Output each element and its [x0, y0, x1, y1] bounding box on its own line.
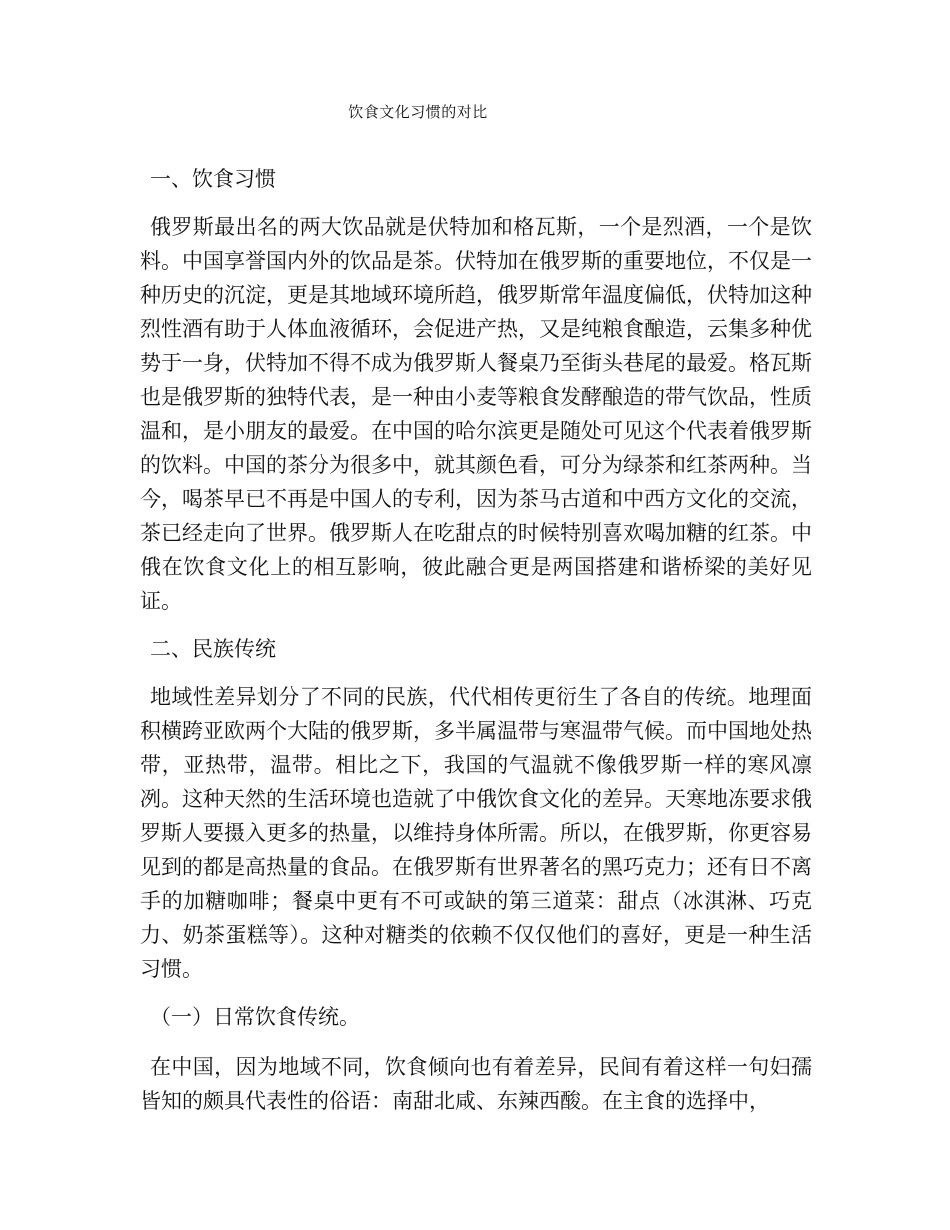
subsection-paragraph-daily-diet: 在中国，因为地域不同，饮食倾向也有着差异，民间有着这样一句妇孺皆知的颇具代表性的俗语：南甜北咸、东辣西酸。在主食的选择中，	[140, 1055, 812, 1113]
section-paragraph-diet-habits: 俄罗斯最出名的两大饮品就是伏特加和格瓦斯，一个是烈酒，一个是饮料。中国享誉国内外的饮品是茶。伏特加在俄罗斯的重要地位，不仅是一种历史的沉淀，更是其地域环境所趋，俄罗斯常年温度偏低，伏特加这种烈性酒有助于人体血液循环，会促进产热，又是纯粮食酿造，云集多种优势于一身，伏特加不得不成为俄罗斯人餐桌乃至街头巷尾的最爱。格瓦斯也是俄罗斯的独特代表，是一种由小麦等粮食发酵酿造的带气饮品，性质温和，是小朋友的最爱。在中国的哈尔滨更是随处可见这个代表着俄罗斯的饮料。中国的茶分为很多中，就其颜色看，可分为绿茶和红茶两种。当今，喝茶早已不再是中国人的专利，因为茶马古道和中西方文化的交流，茶已经走向了世界。俄罗斯人在吃甜点的时候特别喜欢喝加糖的红茶。中俄在饮食文化上的相互影响，彼此融合更是两国搭建和谐桥梁的美好见证。	[140, 215, 812, 613]
section-heading-national-traditions: 二、民族传统	[150, 637, 276, 661]
section-paragraph-national-traditions: 地域性差异划分了不同的民族，代代相传更衍生了各自的传统。地理面积横跨亚欧两个大陆的俄罗斯，多半属温带与寒温带气候。而中国地处热带，亚热带，温带。相比之下，我国的气温就不像俄罗斯一样的寒风凛冽。这种天然的生活环境也造就了中俄饮食文化的差异。天寒地冻要求俄罗斯人要摄入更多的热量，以维持身体所需。所以，在俄罗斯，你更容易见到的都是高热量的食品。在俄罗斯有世界著名的黑巧克力；还有日不离手的加糖咖啡；餐桌中更有不可或缺的第三道菜：甜点（冰淇淋、巧克力、奶茶蛋糕等）。这种对糖类的依赖不仅仅他们的喜好，更是一种生活习惯。	[140, 685, 812, 981]
subsection-heading-daily-diet: （一）日常饮食传统。	[150, 1005, 360, 1029]
section-heading-diet-habits: 一、饮食习惯	[150, 167, 276, 191]
document-title: 饮食文化习惯的对比	[348, 103, 488, 121]
document-body	[140, 160, 812, 1118]
